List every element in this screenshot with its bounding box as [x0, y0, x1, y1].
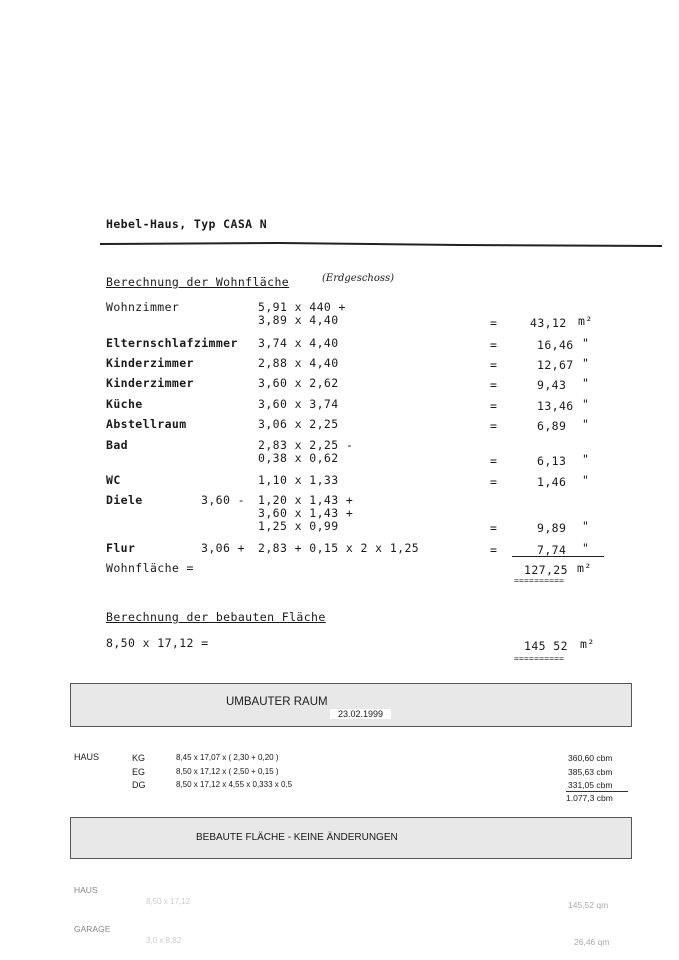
room-name: Küche	[106, 397, 143, 411]
room-unit: "	[582, 417, 590, 431]
bebaut-unit: m²	[580, 637, 595, 651]
room-eq: =	[490, 543, 498, 557]
room-pre-calc: 3,06 +	[201, 541, 245, 555]
room-calc: 5,91 x 440 +	[258, 300, 346, 314]
haus-calc-faded: 8,50 x 17,12	[146, 897, 191, 906]
room-result: 6,89	[537, 419, 567, 433]
room-calc-line2: 3,60 x 1,43 +	[258, 506, 354, 520]
umbauter-raum-box	[70, 683, 632, 727]
document-title: Hebel-Haus, Typ CASA N	[106, 217, 268, 231]
room-unit: "	[582, 473, 590, 487]
volume-sum-rule	[566, 791, 628, 792]
room-result: 13,46	[537, 399, 574, 413]
total-double-rule: ==========	[514, 576, 565, 585]
garage-label: GARAGE	[74, 924, 111, 934]
room-unit: "	[582, 356, 590, 370]
room-eq: =	[490, 378, 498, 392]
room-calc: 3,60 x 3,74	[258, 397, 339, 411]
volume-value: 331,05 cbm	[568, 780, 613, 790]
room-calc: 3,74 x 4,40	[258, 336, 339, 350]
section-heading-wohnflaeche: Berechnung der Wohnfläche	[106, 275, 290, 289]
garage-value-faded: 26,46 qm	[574, 937, 610, 947]
haus-value-faded: 145,52 qm	[568, 900, 609, 910]
volume-calc: 8,50 x 17,12 x 4,55 x 0,333 x 0,5	[176, 780, 293, 789]
room-pre-calc: 3,60 -	[201, 493, 245, 507]
room-unit: "	[582, 541, 590, 555]
haus-label-2: HAUS	[74, 885, 98, 895]
room-name: Kinderzimmer	[106, 356, 194, 370]
room-eq: =	[490, 419, 498, 433]
room-result: 16,46	[537, 338, 574, 352]
room-calc: 1,10 x 1,33	[258, 473, 339, 487]
umbauter-raum-title: UMBAUTER RAUM	[226, 696, 328, 708]
garage-calc-faded: 3,0 x 8,82	[146, 936, 182, 945]
room-calc: 2,83 + 0,15 x 2 x 1,25	[258, 541, 420, 555]
room-eq: =	[490, 358, 498, 372]
volume-value: 385,63 cbm	[568, 767, 613, 777]
volume-total: 1.077,3 cbm	[566, 793, 613, 803]
total-label: Wohnfläche =	[106, 561, 194, 575]
volume-floor: DG	[132, 780, 146, 790]
room-unit: "	[582, 397, 590, 411]
room-result: 12,67	[537, 358, 574, 372]
room-calc-line2: 3,89 x 4,40	[258, 313, 339, 327]
room-result: 6,13	[537, 454, 567, 468]
room-name: WC	[106, 473, 121, 487]
room-unit: "	[582, 452, 590, 466]
room-calc: 2,83 x 2,25 -	[258, 438, 354, 452]
room-result: 9,89	[537, 521, 567, 535]
sum-rule	[512, 556, 604, 557]
room-unit: m²	[578, 314, 593, 328]
room-result: 7,74	[537, 543, 567, 557]
room-name: Elternschlafzimmer	[106, 336, 238, 350]
room-eq: =	[490, 454, 498, 468]
room-result: 9,43	[537, 378, 567, 392]
room-unit: "	[582, 376, 590, 390]
volume-calc: 8,50 x 17,12 x ( 2,50 + 0,15 )	[176, 767, 279, 776]
total-value: 127,25	[524, 563, 568, 577]
bebaut-double-rule: ==========	[514, 654, 565, 663]
volume-calc: 8,45 x 17,07 x ( 2,30 + 0,20 )	[176, 753, 279, 762]
volume-value: 360,60 cbm	[568, 753, 613, 763]
room-calc: 3,60 x 2,62	[258, 376, 339, 390]
room-name: Wohnzimmer	[106, 300, 180, 314]
handwritten-note: (Erdgeschoss)	[322, 273, 395, 284]
bebaut-calc: 8,50 x 17,12 =	[106, 636, 209, 650]
header-rule	[100, 240, 663, 248]
room-calc: 1,20 x 1,43 +	[258, 493, 354, 507]
room-eq: =	[490, 475, 498, 489]
volume-floor: EG	[132, 767, 146, 777]
room-calc: 3,06 x 2,25	[258, 417, 339, 431]
section-heading-bebaut: Berechnung der bebauten Fläche	[106, 610, 326, 624]
room-unit: "	[582, 336, 590, 350]
room-eq: =	[490, 316, 498, 330]
volume-floor: KG	[132, 753, 146, 763]
room-calc: 2,88 x 4,40	[258, 356, 339, 370]
room-name: Abstellraum	[106, 417, 187, 431]
room-eq: =	[490, 338, 498, 352]
haus-label: HAUS	[74, 752, 100, 762]
room-result: 1,46	[537, 475, 567, 489]
umbauter-raum-date: 23.02.1999	[330, 709, 391, 719]
room-eq: =	[490, 399, 498, 413]
room-name: Diele	[106, 493, 143, 507]
room-calc-line2: 0,38 x 0,62	[258, 451, 339, 465]
room-result: 43,12	[530, 316, 567, 330]
room-calc-line3: 1,25 x 0,99	[258, 519, 339, 533]
room-eq: =	[490, 521, 498, 535]
bebaut-result: 145 52	[524, 639, 568, 653]
room-name: Kinderzimmer	[106, 376, 194, 390]
bebaute-flaeche-title: BEBAUTE FLÄCHE - KEINE ÄNDERUNGEN	[196, 832, 398, 843]
room-name: Bad	[106, 438, 128, 452]
room-name: Flur	[106, 541, 136, 555]
total-unit: m²	[577, 561, 592, 575]
room-unit: "	[582, 519, 590, 533]
